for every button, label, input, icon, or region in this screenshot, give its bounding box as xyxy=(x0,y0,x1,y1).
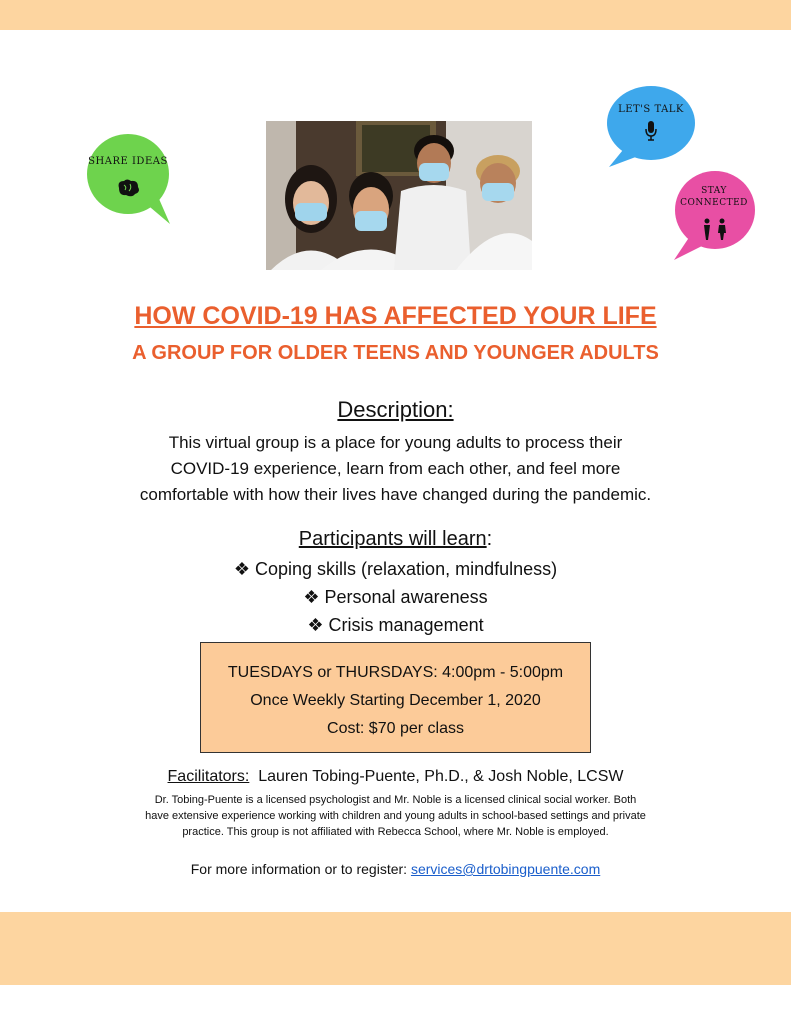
people-icon xyxy=(700,218,730,240)
learn-item: ❖ Personal awareness xyxy=(303,587,488,607)
bottom-band xyxy=(0,912,791,985)
facilitators-label: Facilitators: xyxy=(167,768,250,785)
description-text xyxy=(80,430,711,508)
lets-talk-bubble xyxy=(605,85,697,170)
share-ideas-label: SHARE IDEAS xyxy=(88,156,168,167)
page-title: HOW COVID-19 HAS AFFECTED YOUR LIFE xyxy=(134,302,657,330)
learn-item: ❖ Crisis management xyxy=(307,615,484,635)
stay-connected-label-2: CONNECTED xyxy=(680,198,748,208)
contact-text: For more information or to register: xyxy=(190,861,408,877)
schedule-start: Once Weekly Starting December 1, 2020 xyxy=(250,692,541,709)
microphone-icon xyxy=(645,121,657,141)
schedule-cost: Cost: $70 per class xyxy=(327,720,464,737)
facilitators-bio xyxy=(95,792,696,840)
bio-line: have extensive experience working with children and young adults in school-based settings and private xyxy=(145,810,646,822)
bio-line: practice. This group is not affiliated with Rebecca School, where Mr. Noble is employed. xyxy=(182,826,609,838)
description-line: This virtual group is a place for young adults to process their xyxy=(168,433,623,452)
learn-heading-text: Participants will learn xyxy=(298,528,487,550)
description-line: COVID-19 experience, learn from each other, and feel more xyxy=(170,459,621,478)
lets-talk-label: LET'S TALK xyxy=(618,104,684,115)
top-band xyxy=(0,0,791,30)
facilitators xyxy=(0,768,791,786)
facilitators-names: Lauren Tobing-Puente, Ph.D., & Josh Noble, LCSW xyxy=(258,768,624,785)
schedule-box xyxy=(200,642,591,753)
brain-icon xyxy=(115,178,141,198)
contact-info xyxy=(0,861,791,877)
learn-heading-colon: : xyxy=(486,528,493,550)
schedule-days: TUESDAYS or THURSDAYS: 4:00pm - 5:00pm xyxy=(227,664,564,681)
learn-heading xyxy=(0,528,791,551)
learn-item: ❖ Coping skills (relaxation, mindfulness) xyxy=(233,559,558,579)
share-ideas-bubble xyxy=(86,132,174,227)
bio-line: Dr. Tobing-Puente is a licensed psychologist and Mr. Noble is a licensed clinical social worker. Both xyxy=(154,794,637,806)
description-line: comfortable with how their lives have changed during the pandemic. xyxy=(139,485,652,504)
contact-email-link[interactable]: services@drtobingpuente.com xyxy=(410,861,601,877)
stay-connected-bubble xyxy=(672,170,756,262)
masked-group-photo xyxy=(266,121,532,270)
page-subtitle: A GROUP FOR OLDER TEENS AND YOUNGER ADULTS xyxy=(132,342,659,364)
stay-connected-label-1: STAY xyxy=(701,186,727,196)
description-heading: Description: xyxy=(337,397,454,422)
